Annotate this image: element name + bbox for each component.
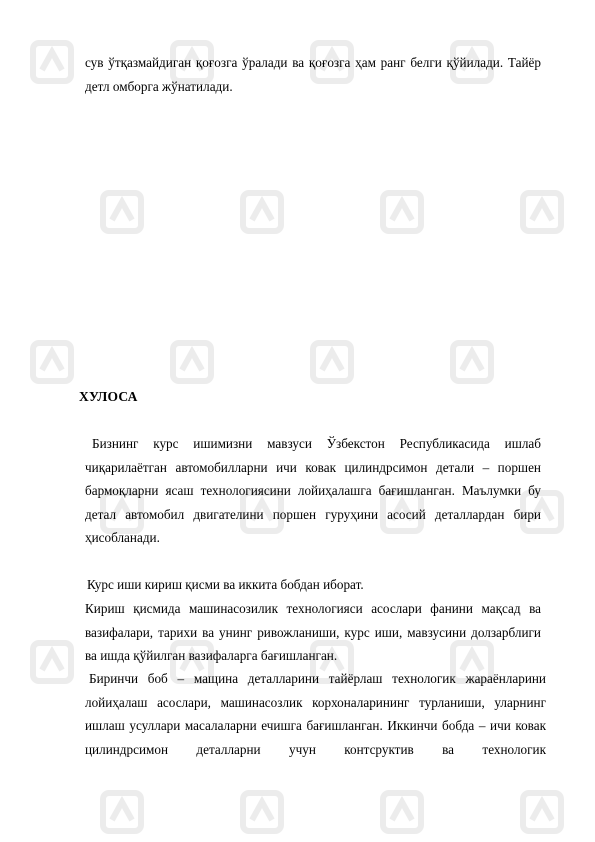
watermark-mark	[380, 790, 424, 834]
watermark-mark	[310, 340, 354, 384]
paragraph-intro: Бизнинг курс ишимизни мавзуси Ўзбекстон Республикасида ишлаб чиқарилаётган автомобилларни ичи ковак цилиндрсимон детали – поршен бармоқларни ясаш технологиясини лойиҳалашга бағишланган. Маълумки бу детал автомобил двигателини поршен гуруҳини асосий деталлардан бири ҳисобланади.	[85, 436, 541, 545]
paragraph-chapters: Биринчи боб – мащина деталларини тайёрлаш технологик жараёнларини лойиҳалаш асослари, машинасозлик корхоналарининг турланиши, уларнинг ишлаш усуллари масалаларни ечишга бағишланган. Иккинчи бобда – ичи ковак цилиндрсимон деталларни учун контсруктив ва технологик	[85, 671, 546, 757]
watermark-mark	[100, 790, 144, 834]
watermark-mark	[520, 190, 564, 234]
watermark-mark	[170, 340, 214, 384]
paragraph-structure: Курс иши кириш қисми ва иккита бобдан иборат.	[87, 577, 364, 592]
conclusion-heading: ХУЛОСА	[79, 389, 138, 404]
watermark-mark	[240, 190, 284, 234]
watermark-mark	[30, 640, 74, 684]
watermark-mark	[450, 340, 494, 384]
watermark-mark	[30, 340, 74, 384]
watermark-mark	[30, 40, 74, 84]
paragraph-introduction-part: Кириш қисмида машинасозилик технологияси асослари фанини мақсад ва вазифалари, тарихи ва унинг ривожланиши, курс иши, мавзусини долзарблиги ва ишда қўйилган вазифаларга бағишланган.	[85, 601, 541, 663]
watermark-mark	[520, 790, 564, 834]
top-paragraph: сув ўтқазмайдиган қоғозга ўралади ва қоғозга ҳам ранг белги қўйилади. Тайёр детл омборга жўнатилади.	[85, 55, 541, 94]
watermark-mark	[100, 190, 144, 234]
watermark-mark	[240, 790, 284, 834]
watermark-mark	[380, 190, 424, 234]
